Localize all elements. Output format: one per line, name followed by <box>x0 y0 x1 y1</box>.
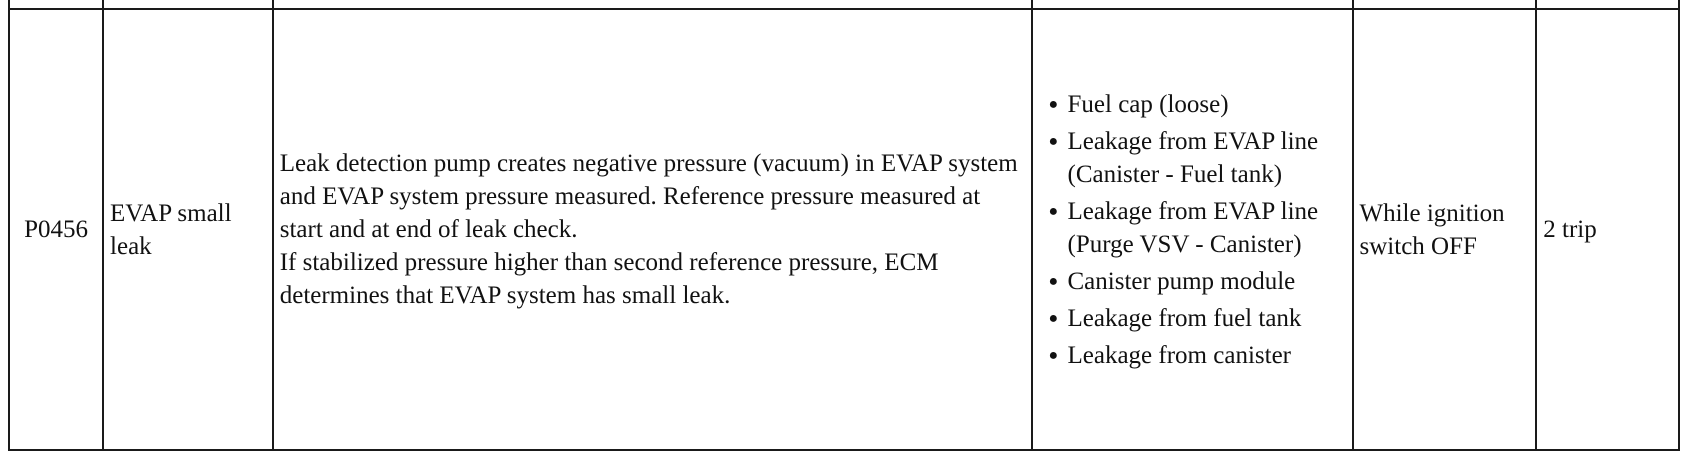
bullet-dot-icon: ● <box>1048 202 1059 220</box>
trouble-area-text: Leakage from canister <box>1067 341 1291 369</box>
list-item <box>1035 302 1350 335</box>
trouble-area-text: Canister pump module <box>1067 267 1296 295</box>
empty-cell <box>1353 0 1537 9</box>
bullet-dot-icon: ● <box>1048 95 1059 113</box>
detection-logic-paragraph: Leak detection pump creates negative pressure (vacuum) in EVAP system and EVAP system pressure measured. Reference pressure measured at start and at end of leak check. <box>279 150 1018 243</box>
list-item <box>1035 265 1350 298</box>
trouble-area-cell <box>1032 9 1353 450</box>
table-row <box>9 9 1679 450</box>
detection-timing-cell <box>1353 9 1537 450</box>
trouble-area-text: Fuel cap (loose) <box>1067 90 1229 118</box>
bullet-dot-icon: ● <box>1048 272 1059 290</box>
detection-item-cell <box>103 9 273 450</box>
detection-logic-cell <box>273 9 1032 450</box>
detection-logic-paragraph: If stabilized pressure higher than second reference pressure, ECM determines that EVAP system has small leak. <box>279 249 939 309</box>
trouble-area-text: Leakage from EVAP line (Purge VSV - Canister) <box>1067 197 1319 258</box>
detection-item: EVAP small leak <box>110 199 232 260</box>
empty-cell <box>9 0 103 9</box>
detection-timing: While ignition switch OFF <box>1359 199 1505 260</box>
trip-logic-cell <box>1536 9 1679 450</box>
empty-cell <box>273 0 1032 9</box>
list-item <box>1035 195 1350 261</box>
bullet-dot-icon: ● <box>1048 309 1059 327</box>
list-item <box>1035 125 1350 191</box>
trouble-area-text: Leakage from fuel tank <box>1067 304 1302 332</box>
empty-cell <box>1032 0 1353 9</box>
trouble-area-text: Leakage from EVAP line (Canister - Fuel tank) <box>1067 127 1319 188</box>
dtc-code: P0456 <box>24 216 88 243</box>
trouble-area-list <box>1035 88 1350 372</box>
empty-cell <box>103 0 273 9</box>
previous-table-row <box>9 0 1679 9</box>
empty-cell <box>1536 0 1679 9</box>
bullet-dot-icon: ● <box>1048 346 1059 364</box>
dtc-table-container <box>8 0 1680 451</box>
trip-logic: 2 trip <box>1543 216 1597 243</box>
dtc-code-cell <box>9 9 103 450</box>
list-item <box>1035 339 1350 372</box>
dtc-table <box>8 0 1680 451</box>
bullet-dot-icon: ● <box>1048 132 1059 150</box>
list-item <box>1035 88 1350 121</box>
